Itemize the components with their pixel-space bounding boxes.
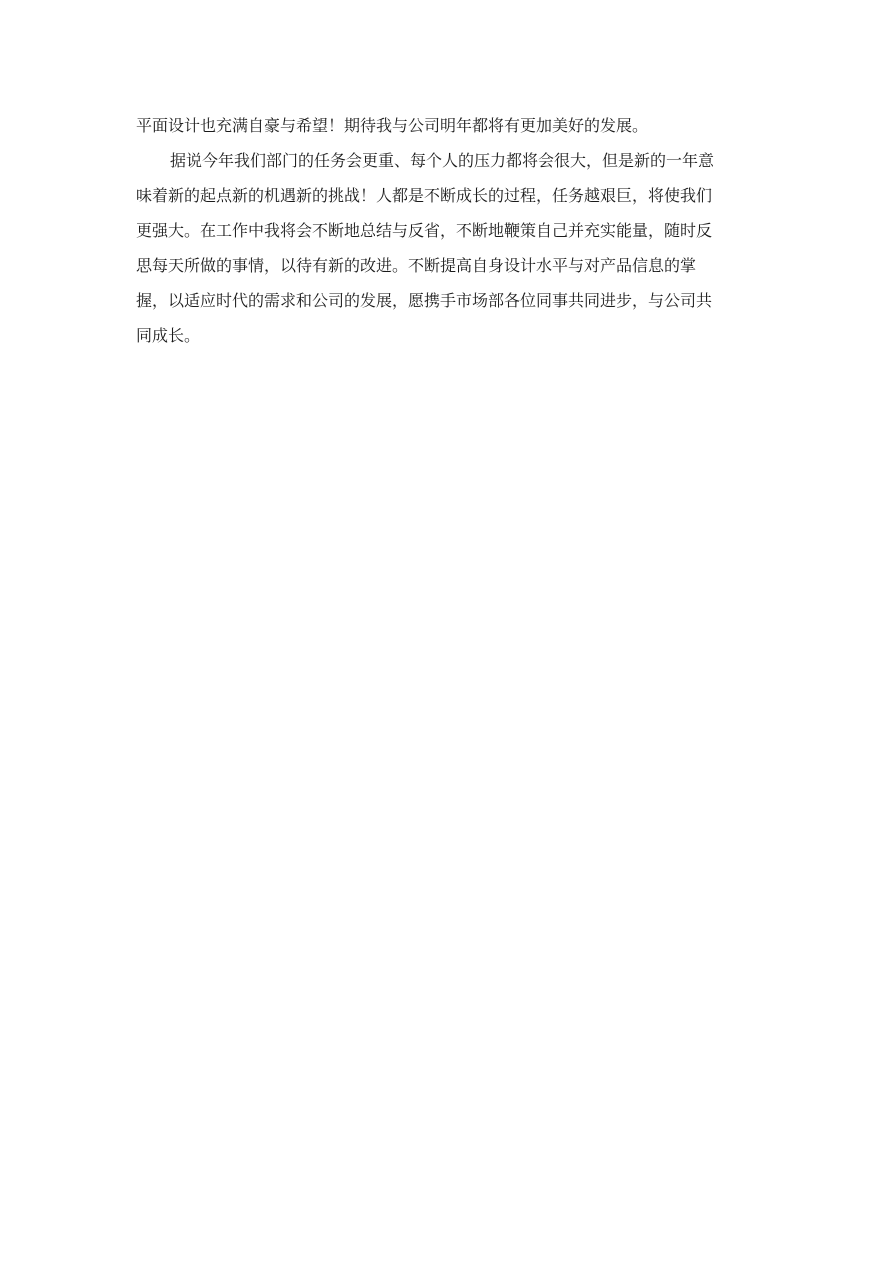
paragraph-2-line-3: 更强大。在工作中我将会不断地总结与反省，不断地鞭策自己并充实能量，随时反 — [136, 221, 713, 240]
paragraph-2-line-1: 据说今年我们部门的任务会更重、每个人的压力都将会很大，但是新的一年意 — [170, 151, 715, 170]
paragraph-2-line-4: 思每天所做的事情，以待有新的改进。不断提高自身设计水平与对产品信息的掌 — [136, 256, 697, 275]
paragraph-2-line-2: 味着新的起点新的机遇新的挑战！人都是不断成长的过程，任务越艰巨，将使我们 — [136, 186, 713, 205]
paragraph-1-line-1: 平面设计也充满自豪与希望！期待我与公司明年都将有更加美好的发展。 — [136, 116, 649, 135]
paragraph-2-line-5: 握，以适应时代的需求和公司的发展，愿携手市场部各位同事共同进步，与公司共 — [136, 291, 713, 310]
paragraph-2-line-6: 同成长。 — [136, 326, 201, 345]
